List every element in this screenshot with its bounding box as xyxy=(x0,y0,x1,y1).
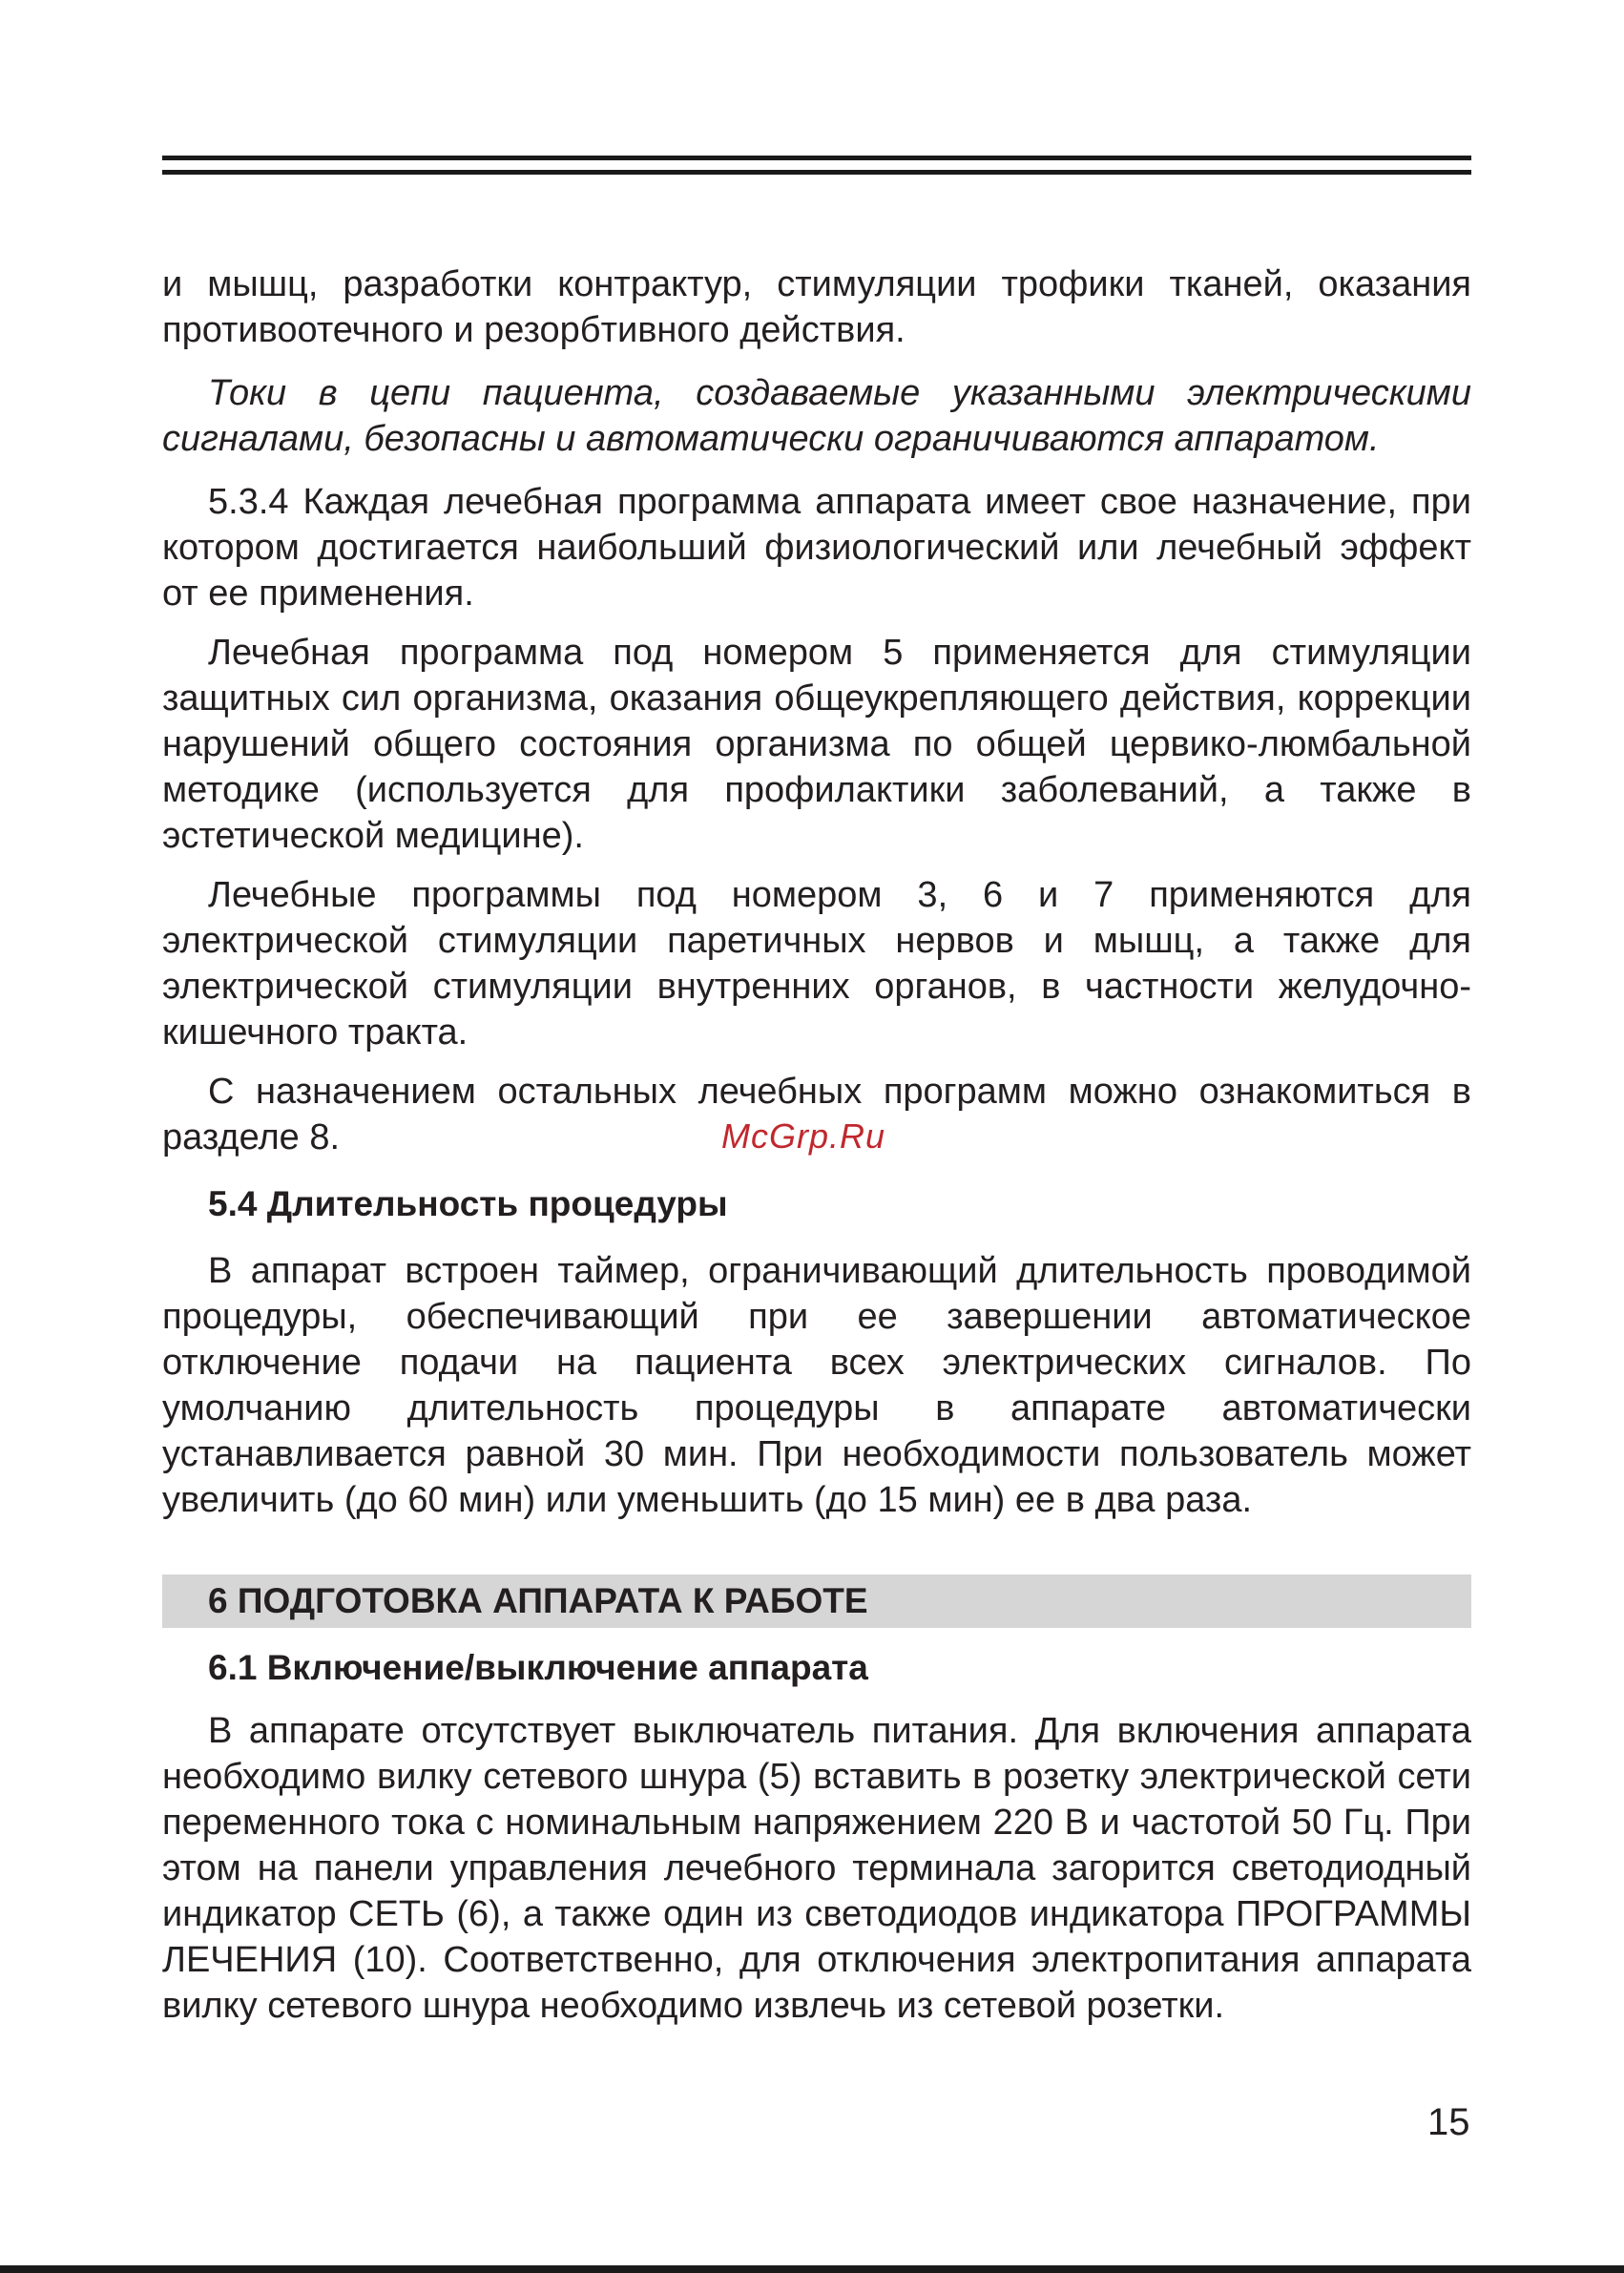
paragraph-5-3-4: 5.3.4 Каждая лечебная программа аппарата имеет свое назначение, при котором достигается наибольший физиологический или лечебный эффект от ее применения. xyxy=(162,482,1471,614)
section-6-banner: 6 ПОДГОТОВКА АППАРАТА К РАБОТЕ xyxy=(162,1574,1471,1628)
heading-6-1: 6.1 Включение/выключение аппарата xyxy=(208,1648,868,1687)
header-rule-bottom xyxy=(162,170,1471,175)
paragraph-other-programs: С назначением остальных лечебных программ можно ознакомиться в разделе 8. xyxy=(162,1072,1471,1157)
header-rule-top xyxy=(162,156,1471,160)
paragraph-timer: В аппарат встроен таймер, ограничивающий длительность проводимой процедуры, обеспечивающий при ее завершении автоматическое отключение подачи на пациента всех электрических сигналов. По умолчанию длительность процедуры в аппарате автоматически устанавливается равной 30 мин. При необходимости пользователь может увеличить (до 60 мин) или уменьшить (до 15 мин) ее в два раза. xyxy=(162,1251,1471,1520)
paragraph-programs-3-6-7: Лечебные программы под номером 3, 6 и 7 применяются для электрической стимуляции паретичных нервов и мышц, а также для электрической стимуляции внутренних органов, в частности желудочно-кишечного тракта. xyxy=(162,875,1471,1053)
paragraph-continuation: и мышц, разработки контрактур, стимуляции трофики тканей, оказания противоотечного и резорбтивного действия. xyxy=(162,264,1471,350)
paragraph-safety-note: Токи в цепи пациента, создаваемые указанными электрическими сигналами, безопасны и автоматически ограничиваются аппаратом. xyxy=(162,373,1471,459)
paragraph-program-5: Лечебная программа под номером 5 применяется для стимуляции защитных сил организма, оказания общеукрепляющего действия, коррекции нарушений общего состояния организма по общей цервико-люмбальной методике (используется для профилактики заболеваний, а также в эстетической медицине). xyxy=(162,633,1471,856)
paragraph-power: В аппарате отсутствует выключатель питания. Для включения аппарата необходимо вилку сетевого шнура (5) вставить в розетку электрической сети переменного тока с номинальным напряжением 220 В и частотой 50 Гц. При этом на панели управления лечебного терминала загорится светодиодный индикатор СЕТЬ (6), а также один из светодиодов индикатора ПРОГРАММЫ ЛЕЧЕНИЯ (10). Соответственно, для отключения электропитания аппарата вилку сетевого шнура необходимо извлечь из сетевой розетки. xyxy=(162,1711,1471,2026)
watermark: McGrp.Ru xyxy=(721,1116,886,1156)
page-number: 15 xyxy=(1427,2101,1470,2143)
bottom-edge-band xyxy=(0,2265,1624,2273)
heading-5-4: 5.4 Длительность процедуры xyxy=(208,1184,728,1223)
